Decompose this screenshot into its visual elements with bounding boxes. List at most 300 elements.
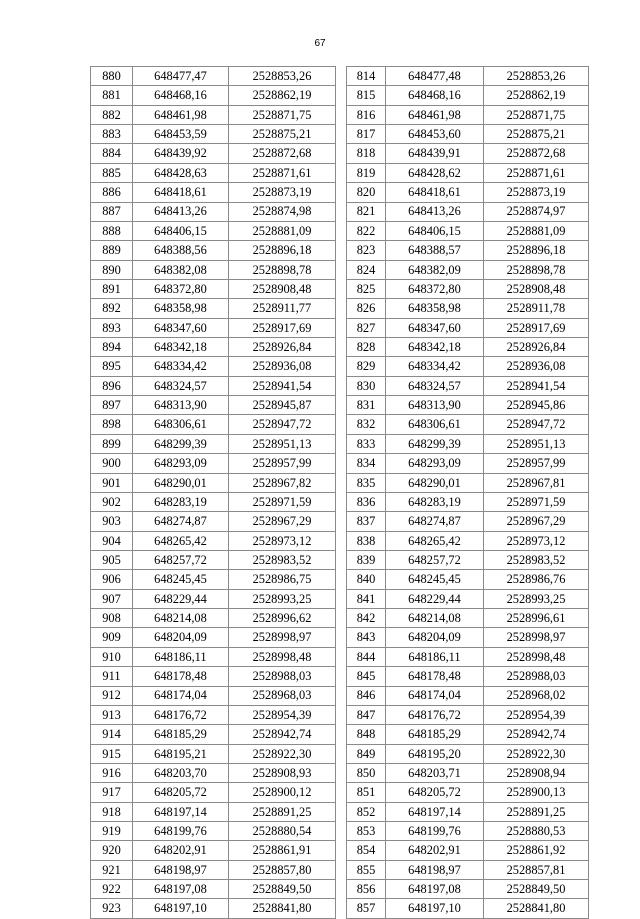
y-coordinate-cell: 2528971,59 (484, 492, 589, 511)
x-coordinate-cell: 648178,48 (133, 667, 229, 686)
table-row (347, 492, 589, 511)
table-row (347, 318, 589, 337)
y-coordinate-cell: 2528908,48 (229, 279, 336, 298)
x-coordinate-cell: 648453,60 (386, 125, 484, 144)
y-coordinate-cell: 2528896,18 (484, 241, 589, 260)
point-number-cell: 882 (91, 105, 133, 124)
x-coordinate-cell: 648178,48 (386, 667, 484, 686)
x-coordinate-cell: 648324,57 (386, 376, 484, 395)
table-row (91, 434, 336, 453)
x-coordinate-cell: 648229,44 (133, 589, 229, 608)
x-coordinate-cell: 648197,08 (386, 880, 484, 899)
y-coordinate-cell: 2528874,98 (229, 202, 336, 221)
point-number-cell: 835 (347, 473, 386, 492)
point-number-cell: 914 (91, 725, 133, 744)
x-coordinate-cell: 648334,42 (386, 357, 484, 376)
x-coordinate-cell: 648174,04 (386, 686, 484, 705)
y-coordinate-cell: 2528986,75 (229, 570, 336, 589)
table-row (347, 609, 589, 628)
point-number-cell: 843 (347, 628, 386, 647)
point-number-cell: 909 (91, 628, 133, 647)
y-coordinate-cell: 2528900,13 (484, 783, 589, 802)
table-row (347, 589, 589, 608)
y-coordinate-cell: 2528857,81 (484, 860, 589, 879)
point-number-cell: 915 (91, 744, 133, 763)
table-row (91, 492, 336, 511)
table-row (91, 860, 336, 879)
x-coordinate-cell: 648388,57 (386, 241, 484, 260)
y-coordinate-cell: 2528917,69 (484, 318, 589, 337)
y-coordinate-cell: 2528911,77 (229, 299, 336, 318)
x-coordinate-cell: 648197,10 (133, 899, 229, 918)
x-coordinate-cell: 648205,72 (386, 783, 484, 802)
x-coordinate-cell: 648198,97 (386, 860, 484, 879)
table-row (91, 473, 336, 492)
x-coordinate-cell: 648358,98 (133, 299, 229, 318)
table-row (91, 725, 336, 744)
x-coordinate-cell: 648290,01 (133, 473, 229, 492)
point-number-cell: 911 (91, 667, 133, 686)
y-coordinate-cell: 2528871,61 (484, 163, 589, 182)
y-coordinate-cell: 2528849,50 (484, 880, 589, 899)
y-coordinate-cell: 2528988,03 (484, 667, 589, 686)
x-coordinate-cell: 648265,42 (386, 531, 484, 550)
x-coordinate-cell: 648195,20 (386, 744, 484, 763)
table-row (91, 628, 336, 647)
point-number-cell: 841 (347, 589, 386, 608)
x-coordinate-cell: 648461,98 (133, 105, 229, 124)
table-row (91, 279, 336, 298)
y-coordinate-cell: 2528996,62 (229, 609, 336, 628)
table-row (347, 163, 589, 182)
table-row (347, 628, 589, 647)
table-row (347, 841, 589, 860)
x-coordinate-cell: 648203,70 (133, 763, 229, 782)
table-row (91, 144, 336, 163)
table-row (347, 647, 589, 666)
y-coordinate-cell: 2528947,72 (229, 415, 336, 434)
point-number-cell: 832 (347, 415, 386, 434)
point-number-cell: 884 (91, 144, 133, 163)
point-number-cell: 902 (91, 492, 133, 511)
table-row (91, 609, 336, 628)
x-coordinate-cell: 648214,08 (386, 609, 484, 628)
y-coordinate-cell: 2528853,26 (484, 67, 589, 86)
y-coordinate-cell: 2528942,74 (229, 725, 336, 744)
table-row (91, 396, 336, 415)
y-coordinate-cell: 2528993,25 (229, 589, 336, 608)
table-row (91, 822, 336, 841)
y-coordinate-cell: 2528908,93 (229, 763, 336, 782)
x-coordinate-cell: 648186,11 (386, 647, 484, 666)
table-row (347, 725, 589, 744)
y-coordinate-cell: 2528881,09 (229, 221, 336, 240)
point-number-cell: 849 (347, 744, 386, 763)
table-row (91, 454, 336, 473)
point-number-cell: 856 (347, 880, 386, 899)
point-number-cell: 852 (347, 802, 386, 821)
x-coordinate-cell: 648199,76 (133, 822, 229, 841)
y-coordinate-cell: 2528986,76 (484, 570, 589, 589)
table-row (91, 163, 336, 182)
y-coordinate-cell: 2528957,99 (484, 454, 589, 473)
table-row (347, 802, 589, 821)
y-coordinate-cell: 2528942,74 (484, 725, 589, 744)
table-row (347, 531, 589, 550)
point-number-cell: 890 (91, 260, 133, 279)
x-coordinate-cell: 648283,19 (386, 492, 484, 511)
y-coordinate-cell: 2528862,19 (229, 86, 336, 105)
y-coordinate-cell: 2528891,25 (484, 802, 589, 821)
y-coordinate-cell: 2528996,61 (484, 609, 589, 628)
table-row (347, 763, 589, 782)
point-number-cell: 887 (91, 202, 133, 221)
point-number-cell: 921 (91, 860, 133, 879)
x-coordinate-cell: 648468,16 (133, 86, 229, 105)
y-coordinate-cell: 2528853,26 (229, 67, 336, 86)
x-coordinate-cell: 648477,48 (386, 67, 484, 86)
x-coordinate-cell: 648205,72 (133, 783, 229, 802)
point-number-cell: 846 (347, 686, 386, 705)
x-coordinate-cell: 648413,26 (133, 202, 229, 221)
table-row (347, 686, 589, 705)
x-coordinate-cell: 648439,92 (133, 144, 229, 163)
point-number-cell: 920 (91, 841, 133, 860)
table-row (347, 86, 589, 105)
y-coordinate-cell: 2528926,84 (484, 338, 589, 357)
point-number-cell: 919 (91, 822, 133, 841)
y-coordinate-cell: 2528871,61 (229, 163, 336, 182)
y-coordinate-cell: 2528871,75 (484, 105, 589, 124)
table-row (91, 299, 336, 318)
y-coordinate-cell: 2528951,13 (484, 434, 589, 453)
y-coordinate-cell: 2528880,54 (229, 822, 336, 841)
table-row (347, 202, 589, 221)
table-row (91, 183, 336, 202)
point-number-cell: 901 (91, 473, 133, 492)
table-row (91, 744, 336, 763)
y-coordinate-cell: 2528917,69 (229, 318, 336, 337)
x-coordinate-cell: 648324,57 (133, 376, 229, 395)
x-coordinate-cell: 648468,16 (386, 86, 484, 105)
table-row (347, 454, 589, 473)
x-coordinate-cell: 648418,61 (133, 183, 229, 202)
point-number-cell: 820 (347, 183, 386, 202)
table-row (91, 705, 336, 724)
point-number-cell: 834 (347, 454, 386, 473)
table-row (91, 241, 336, 260)
y-coordinate-cell: 2528951,13 (229, 434, 336, 453)
y-coordinate-cell: 2528908,94 (484, 763, 589, 782)
y-coordinate-cell: 2528998,97 (484, 628, 589, 647)
table-row (347, 512, 589, 531)
y-coordinate-cell: 2528954,39 (229, 705, 336, 724)
table-row (347, 260, 589, 279)
point-number-cell: 891 (91, 279, 133, 298)
table-row (347, 67, 589, 86)
point-number-cell: 881 (91, 86, 133, 105)
x-coordinate-cell: 648313,90 (133, 396, 229, 415)
y-coordinate-cell: 2528973,12 (484, 531, 589, 550)
point-number-cell: 889 (91, 241, 133, 260)
point-number-cell: 829 (347, 357, 386, 376)
table-row (347, 125, 589, 144)
table-row (91, 667, 336, 686)
y-coordinate-cell: 2528874,97 (484, 202, 589, 221)
point-number-cell: 885 (91, 163, 133, 182)
table-row (347, 880, 589, 899)
y-coordinate-cell: 2528861,92 (484, 841, 589, 860)
y-coordinate-cell: 2528998,48 (484, 647, 589, 666)
y-coordinate-cell: 2528973,12 (229, 531, 336, 550)
point-number-cell: 851 (347, 783, 386, 802)
y-coordinate-cell: 2528967,82 (229, 473, 336, 492)
x-coordinate-cell: 648418,61 (386, 183, 484, 202)
point-number-cell: 880 (91, 67, 133, 86)
table-row (347, 396, 589, 415)
x-coordinate-cell: 648257,72 (133, 550, 229, 569)
point-number-cell: 827 (347, 318, 386, 337)
table-row (91, 570, 336, 589)
y-coordinate-cell: 2528900,12 (229, 783, 336, 802)
point-number-cell: 847 (347, 705, 386, 724)
y-coordinate-cell: 2528873,19 (229, 183, 336, 202)
x-coordinate-cell: 648358,98 (386, 299, 484, 318)
y-coordinate-cell: 2528873,19 (484, 183, 589, 202)
coordinates-table-left (90, 66, 336, 919)
table-row (91, 125, 336, 144)
point-number-cell: 894 (91, 338, 133, 357)
x-coordinate-cell: 648265,42 (133, 531, 229, 550)
point-number-cell: 912 (91, 686, 133, 705)
y-coordinate-cell: 2528968,02 (484, 686, 589, 705)
table-row (91, 783, 336, 802)
point-number-cell: 838 (347, 531, 386, 550)
x-coordinate-cell: 648306,61 (133, 415, 229, 434)
table-row (91, 512, 336, 531)
point-number-cell: 922 (91, 880, 133, 899)
point-number-cell: 839 (347, 550, 386, 569)
table-row (347, 705, 589, 724)
y-coordinate-cell: 2528849,50 (229, 880, 336, 899)
x-coordinate-cell: 648204,09 (133, 628, 229, 647)
y-coordinate-cell: 2528841,80 (484, 899, 589, 918)
x-coordinate-cell: 648461,98 (386, 105, 484, 124)
point-number-cell: 908 (91, 609, 133, 628)
x-coordinate-cell: 648204,09 (386, 628, 484, 647)
point-number-cell: 833 (347, 434, 386, 453)
y-coordinate-cell: 2528941,54 (229, 376, 336, 395)
table-row (91, 899, 336, 918)
table-row (347, 183, 589, 202)
x-coordinate-cell: 648342,18 (386, 338, 484, 357)
y-coordinate-cell: 2528926,84 (229, 338, 336, 357)
x-coordinate-cell: 648406,15 (133, 221, 229, 240)
point-number-cell: 853 (347, 822, 386, 841)
y-coordinate-cell: 2528957,99 (229, 454, 336, 473)
table-row (347, 570, 589, 589)
y-coordinate-cell: 2528945,86 (484, 396, 589, 415)
x-coordinate-cell: 648439,91 (386, 144, 484, 163)
x-coordinate-cell: 648293,09 (133, 454, 229, 473)
table-row (347, 241, 589, 260)
table-row (91, 841, 336, 860)
table-row (91, 202, 336, 221)
table-row (91, 376, 336, 395)
x-coordinate-cell: 648197,14 (386, 802, 484, 821)
table-row (347, 376, 589, 395)
table-row (91, 86, 336, 105)
table-row (91, 531, 336, 550)
x-coordinate-cell: 648257,72 (386, 550, 484, 569)
x-coordinate-cell: 648214,08 (133, 609, 229, 628)
y-coordinate-cell: 2528841,80 (229, 899, 336, 918)
point-number-cell: 916 (91, 763, 133, 782)
y-coordinate-cell: 2528861,91 (229, 841, 336, 860)
x-coordinate-cell: 648176,72 (133, 705, 229, 724)
x-coordinate-cell: 648174,04 (133, 686, 229, 705)
table-row (347, 434, 589, 453)
point-number-cell: 907 (91, 589, 133, 608)
x-coordinate-cell: 648283,19 (133, 492, 229, 511)
point-number-cell: 857 (347, 899, 386, 918)
table-row (347, 899, 589, 918)
table-row (91, 686, 336, 705)
x-coordinate-cell: 648195,21 (133, 744, 229, 763)
y-coordinate-cell: 2528967,29 (484, 512, 589, 531)
y-coordinate-cell: 2528968,03 (229, 686, 336, 705)
x-coordinate-cell: 648453,59 (133, 125, 229, 144)
x-coordinate-cell: 648203,71 (386, 763, 484, 782)
page-number: 67 (314, 38, 326, 49)
y-coordinate-cell: 2528872,68 (484, 144, 589, 163)
x-coordinate-cell: 648372,80 (386, 279, 484, 298)
y-coordinate-cell: 2528898,78 (484, 260, 589, 279)
point-number-cell: 854 (347, 841, 386, 860)
table-row (91, 550, 336, 569)
y-coordinate-cell: 2528922,30 (484, 744, 589, 763)
x-coordinate-cell: 648306,61 (386, 415, 484, 434)
table-row (91, 260, 336, 279)
point-number-cell: 823 (347, 241, 386, 260)
x-coordinate-cell: 648229,44 (386, 589, 484, 608)
x-coordinate-cell: 648334,42 (133, 357, 229, 376)
point-number-cell: 855 (347, 860, 386, 879)
x-coordinate-cell: 648199,76 (386, 822, 484, 841)
y-coordinate-cell: 2528945,87 (229, 396, 336, 415)
y-coordinate-cell: 2528908,48 (484, 279, 589, 298)
x-coordinate-cell: 648347,60 (133, 318, 229, 337)
point-number-cell: 836 (347, 492, 386, 511)
point-number-cell: 917 (91, 783, 133, 802)
y-coordinate-cell: 2528862,19 (484, 86, 589, 105)
point-number-cell: 848 (347, 725, 386, 744)
table-row (347, 279, 589, 298)
x-coordinate-cell: 648299,39 (386, 434, 484, 453)
x-coordinate-cell: 648245,45 (133, 570, 229, 589)
y-coordinate-cell: 2528875,21 (229, 125, 336, 144)
point-number-cell: 905 (91, 550, 133, 569)
x-coordinate-cell: 648372,80 (133, 279, 229, 298)
table-row (347, 783, 589, 802)
point-number-cell: 896 (91, 376, 133, 395)
point-number-cell: 910 (91, 647, 133, 666)
x-coordinate-cell: 648186,11 (133, 647, 229, 666)
point-number-cell: 815 (347, 86, 386, 105)
point-number-cell: 883 (91, 125, 133, 144)
point-number-cell: 892 (91, 299, 133, 318)
x-coordinate-cell: 648347,60 (386, 318, 484, 337)
table-row (347, 357, 589, 376)
point-number-cell: 821 (347, 202, 386, 221)
table-row (91, 318, 336, 337)
x-coordinate-cell: 648185,29 (133, 725, 229, 744)
y-coordinate-cell: 2528936,08 (484, 357, 589, 376)
x-coordinate-cell: 648185,29 (386, 725, 484, 744)
x-coordinate-cell: 648313,90 (386, 396, 484, 415)
y-coordinate-cell: 2528998,97 (229, 628, 336, 647)
point-number-cell: 840 (347, 570, 386, 589)
x-coordinate-cell: 648274,87 (133, 512, 229, 531)
point-number-cell: 816 (347, 105, 386, 124)
point-number-cell: 830 (347, 376, 386, 395)
point-number-cell: 888 (91, 221, 133, 240)
x-coordinate-cell: 648342,18 (133, 338, 229, 357)
table-row (347, 415, 589, 434)
point-number-cell: 913 (91, 705, 133, 724)
table-row (91, 357, 336, 376)
y-coordinate-cell: 2528875,21 (484, 125, 589, 144)
table-row (347, 822, 589, 841)
y-coordinate-cell: 2528983,52 (229, 550, 336, 569)
point-number-cell: 817 (347, 125, 386, 144)
x-coordinate-cell: 648428,62 (386, 163, 484, 182)
point-number-cell: 903 (91, 512, 133, 531)
point-number-cell: 900 (91, 454, 133, 473)
x-coordinate-cell: 648198,97 (133, 860, 229, 879)
x-coordinate-cell: 648406,15 (386, 221, 484, 240)
point-number-cell: 899 (91, 434, 133, 453)
y-coordinate-cell: 2528898,78 (229, 260, 336, 279)
x-coordinate-cell: 648293,09 (386, 454, 484, 473)
table-row (347, 105, 589, 124)
table-row (347, 299, 589, 318)
point-number-cell: 818 (347, 144, 386, 163)
point-number-cell: 831 (347, 396, 386, 415)
x-coordinate-cell: 648299,39 (133, 434, 229, 453)
table-row (347, 473, 589, 492)
point-number-cell: 844 (347, 647, 386, 666)
table-row (91, 589, 336, 608)
point-number-cell: 845 (347, 667, 386, 686)
point-number-cell: 923 (91, 899, 133, 918)
x-coordinate-cell: 648428,63 (133, 163, 229, 182)
x-coordinate-cell: 648290,01 (386, 473, 484, 492)
table-row (91, 647, 336, 666)
point-number-cell: 814 (347, 67, 386, 86)
table-row (91, 802, 336, 821)
y-coordinate-cell: 2528891,25 (229, 802, 336, 821)
y-coordinate-cell: 2528983,52 (484, 550, 589, 569)
x-coordinate-cell: 648202,91 (386, 841, 484, 860)
y-coordinate-cell: 2528871,75 (229, 105, 336, 124)
x-coordinate-cell: 648197,08 (133, 880, 229, 899)
point-number-cell: 842 (347, 609, 386, 628)
x-coordinate-cell: 648413,26 (386, 202, 484, 221)
point-number-cell: 895 (91, 357, 133, 376)
table-row (91, 338, 336, 357)
point-number-cell: 824 (347, 260, 386, 279)
